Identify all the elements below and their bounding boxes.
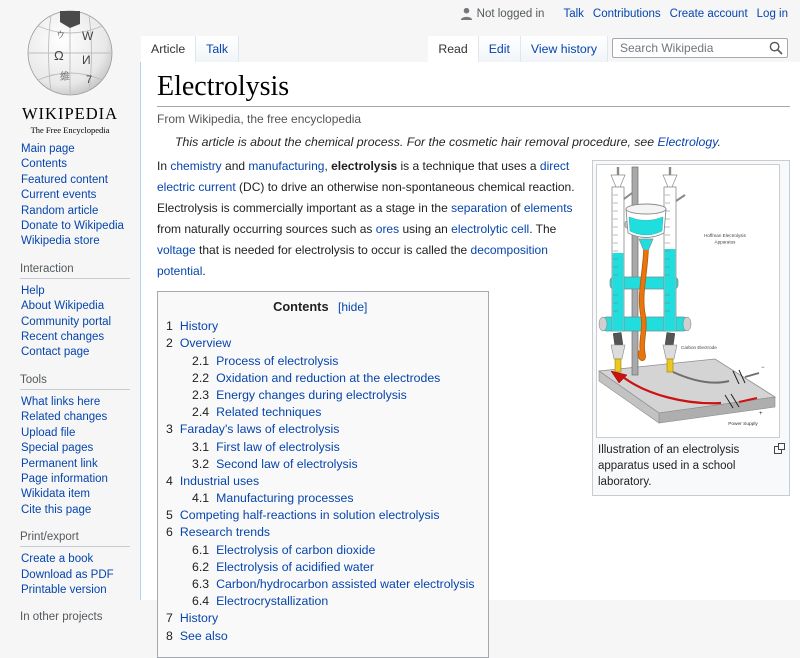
- toc-number: 7: [166, 611, 173, 626]
- text-segment: . The: [529, 222, 557, 237]
- sidebar-link[interactable]: Special pages: [21, 442, 94, 455]
- toc-number: 2.3: [192, 387, 210, 402]
- text-segment: This article is about the chemical process. For the cosmetic hair removal procedure, see: [175, 135, 658, 150]
- toc-number: 2.4: [192, 405, 210, 420]
- toc-link[interactable]: Manufacturing processes: [216, 491, 354, 506]
- toc-link[interactable]: Electrocrystallization: [216, 594, 329, 609]
- table-of-contents: [157, 291, 489, 658]
- text-segment: .: [202, 264, 206, 279]
- text-segment: (DC) to drive an otherwise non-spontaneous chemical reaction. Electrolysis is commercially important as a stage in the: [157, 180, 575, 216]
- toc-entry: [192, 544, 474, 557]
- toc-number: 5: [166, 508, 173, 523]
- toc-entry: [166, 509, 474, 522]
- logo-wordmark: WIKIPEDIA: [21, 104, 119, 123]
- wiki-link[interactable]: elements: [523, 201, 573, 216]
- wiki-link[interactable]: chemistry: [170, 159, 222, 174]
- toc-link[interactable]: Process of electrolysis: [216, 353, 339, 368]
- wiki-link[interactable]: decomposition potential: [157, 243, 548, 279]
- stand-rod: [632, 167, 638, 375]
- sidebar-link[interactable]: Featured content: [21, 173, 108, 186]
- toc-link[interactable]: History: [179, 319, 219, 334]
- toc-link[interactable]: Overview: [179, 336, 232, 351]
- sidebar-link[interactable]: Download as PDF: [21, 568, 114, 581]
- sidebar-heading: Interaction: [20, 263, 130, 279]
- toc-title: Contents: [273, 299, 329, 315]
- text-segment: In: [157, 159, 171, 174]
- user-icon: [460, 7, 473, 20]
- sidebar-link[interactable]: Random article: [21, 204, 99, 217]
- toc-entry: [192, 355, 474, 368]
- sidebar-link[interactable]: Printable version: [21, 583, 107, 596]
- hatnote: [157, 135, 790, 149]
- label-plus: +: [759, 411, 763, 418]
- label-apparatus: Hoffman Electrolysis: [704, 233, 746, 239]
- toc-number: 6.3: [192, 577, 210, 591]
- sidebar-section-other-projects: [0, 611, 140, 626]
- toc-number: 2.1: [192, 353, 210, 368]
- sidebar-link[interactable]: About Wikipedia: [21, 300, 105, 313]
- toc-number: 4: [166, 473, 173, 488]
- toc-link[interactable]: Research trends: [179, 525, 271, 540]
- sidebar-link[interactable]: Community portal: [21, 315, 112, 328]
- view-tabs: [428, 36, 608, 63]
- svg-text:Ω: Ω: [54, 48, 64, 63]
- toc-number: 3.1: [192, 439, 210, 454]
- text-segment: is a technique that uses a: [397, 159, 540, 174]
- toc-entry: [192, 372, 474, 385]
- toc-number: 6: [166, 525, 173, 540]
- right-gas-tube: [663, 167, 685, 331]
- sidebar-heading: Print/export: [20, 531, 130, 547]
- text-segment: ,: [324, 159, 332, 174]
- toc-entry: [192, 458, 474, 471]
- toc-number: 1: [166, 319, 173, 334]
- toc-number: 6.1: [192, 542, 210, 557]
- sidebar-link[interactable]: Page information: [21, 472, 108, 485]
- magnify-icon[interactable]: [774, 443, 785, 454]
- toc-number: 2.2: [192, 370, 210, 385]
- sidebar-link[interactable]: Help: [21, 284, 45, 297]
- toc-link[interactable]: Energy changes during electrolysis: [216, 387, 407, 402]
- wiki-link[interactable]: ores: [375, 222, 400, 237]
- toc-entry: [192, 406, 474, 419]
- toc-link[interactable]: Electrolysis of acidified water: [216, 559, 374, 574]
- sidebar: [0, 142, 140, 639]
- text-segment: from naturally occurring sources such as: [157, 222, 376, 237]
- sidebar-link[interactable]: Contact page: [21, 346, 90, 359]
- label-carbon-electrode: Carbon Electrode: [681, 345, 717, 351]
- wiki-link[interactable]: voltage: [157, 243, 196, 258]
- toc-entry: [166, 526, 474, 539]
- tab[interactable]: Talk: [196, 36, 239, 63]
- toc-entry: [192, 561, 474, 574]
- toc-entry: [166, 612, 474, 625]
- toc-link[interactable]: See also: [179, 628, 228, 643]
- sidebar-link[interactable]: Contents: [21, 158, 68, 171]
- toc-entry: [166, 320, 474, 333]
- sidebar-link[interactable]: Recent changes: [21, 331, 105, 344]
- label-minus: −: [761, 365, 765, 372]
- search-box: [612, 38, 788, 58]
- toc-number: 2: [166, 336, 173, 351]
- sidebar-link[interactable]: Related changes: [21, 411, 108, 424]
- toc-link[interactable]: Carbon/hydrocarbon assisted water electrolysis: [216, 577, 475, 591]
- toc-link[interactable]: Oxidation and reduction at the electrodes: [216, 370, 441, 385]
- toc-link[interactable]: Electrolysis of carbon dioxide: [216, 542, 376, 557]
- sidebar-link[interactable]: Wikipedia store: [21, 235, 100, 248]
- svg-text:W: W: [82, 29, 94, 43]
- svg-text:ウ: ウ: [56, 30, 66, 40]
- personal-link[interactable]: Log in: [756, 7, 788, 20]
- sidebar-section-interaction: [0, 263, 140, 361]
- text-segment: .: [717, 135, 721, 150]
- toc-number: 6.4: [192, 594, 210, 609]
- tab-bar: [140, 36, 800, 63]
- toc-entry: [166, 423, 474, 436]
- toc-link[interactable]: First law of electrolysis: [216, 439, 340, 454]
- svg-text:7: 7: [86, 74, 93, 86]
- svg-text:維: 維: [60, 72, 70, 83]
- sidebar-link[interactable]: Current events: [21, 189, 97, 202]
- left-gas-tube: [611, 167, 632, 331]
- wiki-link[interactable]: direct electric current: [157, 159, 570, 195]
- toc-entry: [166, 337, 474, 350]
- wiki-link[interactable]: Electrology: [657, 135, 718, 150]
- tab[interactable]: Edit: [479, 36, 521, 63]
- search-icon[interactable]: [769, 41, 783, 55]
- sidebar-heading: Tools: [20, 374, 130, 390]
- sidebar-section-tools: [0, 374, 140, 518]
- figure-caption: Illustration of an electrolysis apparatus used in a school laboratory.: [596, 438, 786, 492]
- wikipedia-globe-icon: [24, 6, 116, 98]
- sidebar-link[interactable]: Create a book: [21, 553, 94, 566]
- sidebar-link[interactable]: Wikidata item: [21, 488, 91, 501]
- toc-entry: [192, 441, 474, 454]
- toc-link[interactable]: History: [179, 611, 219, 626]
- sidebar-link[interactable]: Main page: [21, 143, 75, 155]
- personal-link[interactable]: Talk: [563, 7, 584, 20]
- text-segment: that is needed for electrolysis to occur is called the: [195, 243, 471, 258]
- electrolysis-apparatus-image[interactable]: [596, 164, 780, 438]
- text-segment: using an: [399, 222, 452, 237]
- article-thumbnail[interactable]: [592, 160, 790, 496]
- toc-link[interactable]: Industrial uses: [179, 473, 260, 488]
- page-title: Electrolysis: [157, 71, 790, 107]
- wiki-link[interactable]: electrolytic cell: [451, 222, 530, 237]
- article-content: [140, 62, 800, 643]
- sidebar-link[interactable]: What links here: [21, 395, 101, 408]
- toc-number: 8: [166, 628, 173, 643]
- tab[interactable]: Article: [141, 36, 196, 63]
- svg-text:И: И: [82, 53, 91, 67]
- logo-tagline: The Free Encyclopedia: [30, 125, 110, 135]
- toc-link[interactable]: Competing half-reactions in solution electrolysis: [179, 508, 440, 523]
- login-status: Not logged in: [476, 7, 545, 20]
- personal-link[interactable]: Contributions: [592, 7, 661, 20]
- personal-bar: [460, 7, 788, 20]
- sidebar-section-navigation: [0, 142, 140, 250]
- tab[interactable]: View history: [521, 36, 608, 63]
- toc-entry: [192, 492, 474, 505]
- toc-entry: [192, 595, 474, 608]
- tab[interactable]: Read: [428, 36, 478, 63]
- toc-link[interactable]: Faraday's laws of electrolysis: [179, 422, 340, 437]
- toc-entry: [192, 389, 474, 402]
- site-subtitle: From Wikipedia, the free encyclopedia: [157, 112, 362, 127]
- toc-entry: [166, 475, 474, 488]
- wikipedia-logo[interactable]: [0, 6, 140, 135]
- search-input[interactable]: [612, 38, 788, 58]
- text-segment: and: [221, 159, 249, 174]
- sidebar-heading: In other projects: [20, 611, 103, 624]
- personal-link[interactable]: Create account: [669, 7, 748, 20]
- toc-link[interactable]: Related techniques: [216, 405, 322, 420]
- wiki-link[interactable]: separation: [451, 201, 508, 216]
- toc-entry: [166, 630, 474, 643]
- label-power-supply: Power Supply: [728, 422, 758, 428]
- text-segment: electrolysis: [331, 159, 398, 174]
- toc-hide-link[interactable]: [hide]: [337, 300, 368, 315]
- sidebar-link[interactable]: Permanent link: [21, 457, 98, 470]
- wiki-link[interactable]: manufacturing: [248, 159, 325, 174]
- toc-link[interactable]: Second law of electrolysis: [216, 456, 358, 471]
- toc-number: 3: [166, 422, 173, 437]
- sidebar-link[interactable]: Cite this page: [21, 503, 92, 516]
- svg-text:Apparatus: Apparatus: [714, 239, 736, 245]
- sidebar-section-print-export: [0, 531, 140, 598]
- toc-number: 4.1: [192, 491, 210, 506]
- page-tabs: [141, 36, 239, 63]
- sidebar-link[interactable]: Upload file: [21, 426, 76, 439]
- toc-entry: [192, 578, 474, 591]
- text-segment: of: [507, 201, 524, 216]
- toc-number: 6.2: [192, 559, 210, 574]
- sidebar-link[interactable]: Donate to Wikipedia: [21, 220, 124, 233]
- toc-number: 3.2: [192, 456, 210, 471]
- personal-links: [554, 8, 788, 20]
